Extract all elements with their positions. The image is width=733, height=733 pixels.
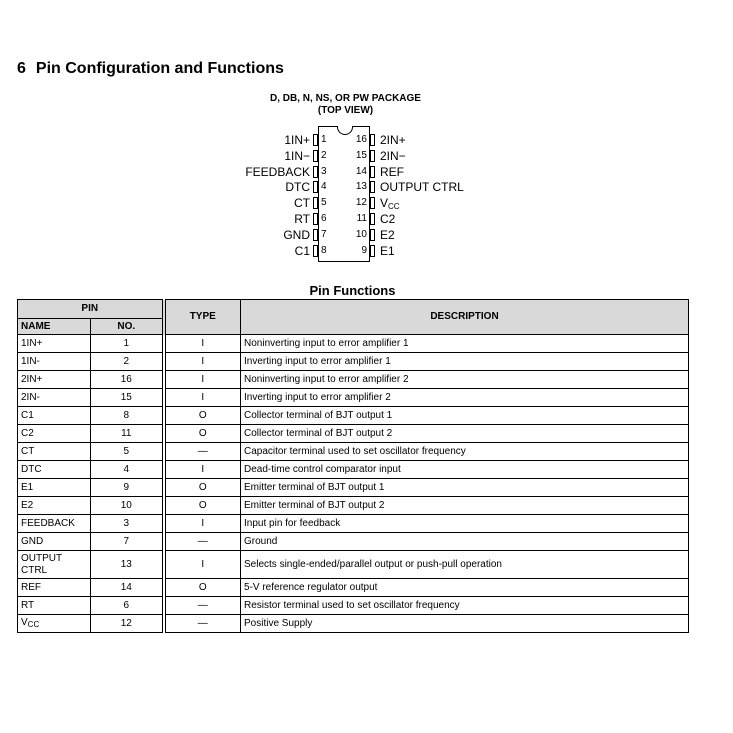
pin-label bbox=[380, 245, 395, 257]
pin-description-cell: Positive Supply bbox=[241, 615, 689, 633]
pin-label-text: V bbox=[380, 196, 389, 211]
table-row bbox=[18, 461, 689, 479]
pin-lead bbox=[313, 197, 318, 209]
table-row bbox=[18, 407, 689, 425]
pin-lead bbox=[370, 229, 375, 241]
pin-number: 13 bbox=[355, 181, 367, 193]
pin-label bbox=[380, 134, 406, 146]
pin-number-cell: 8 bbox=[91, 407, 164, 425]
pin-number-cell: 14 bbox=[91, 579, 164, 597]
pin-type-cell: I bbox=[164, 371, 241, 389]
section-number: 6 bbox=[17, 60, 26, 77]
package-view-label: (TOP VIEW) bbox=[317, 105, 374, 116]
pin-description-cell: Input pin for feedback bbox=[241, 515, 689, 533]
pin-number: 1 bbox=[321, 134, 327, 145]
pin-description-cell: 5-V reference regulator output bbox=[241, 579, 689, 597]
pin-number-cell: 2 bbox=[91, 353, 164, 371]
table-row bbox=[18, 425, 689, 443]
table-row bbox=[18, 551, 689, 579]
pin-label: RT bbox=[294, 212, 310, 226]
pin-number: 4 bbox=[321, 181, 327, 193]
pin-lead bbox=[313, 229, 318, 241]
pin-name-cell: 1IN+ bbox=[18, 335, 91, 353]
pin-number: 9 bbox=[361, 244, 367, 256]
pin-number: 8 bbox=[321, 244, 327, 256]
pin-description-cell: Selects single-ended/parallel output or push-pull operation bbox=[241, 551, 689, 579]
pin-type-cell: — bbox=[164, 597, 241, 615]
pin-label bbox=[380, 229, 395, 241]
pin-number-cell: 15 bbox=[91, 389, 164, 407]
pin-number-cell: 4 bbox=[91, 461, 164, 479]
pin-name-cell: C2 bbox=[18, 425, 91, 443]
section-title bbox=[17, 60, 284, 78]
pin-name-subscript: CC bbox=[27, 619, 40, 629]
pin-label-text: 2IN+ bbox=[380, 133, 406, 147]
pin-description-cell: Emitter terminal of BJT output 1 bbox=[241, 479, 689, 497]
pin-description-cell: Inverting input to error amplifier 1 bbox=[241, 353, 689, 371]
pin-header: PIN bbox=[18, 300, 164, 319]
table-row bbox=[18, 497, 689, 515]
pin-number: 16 bbox=[355, 134, 367, 145]
pin-label-text: C2 bbox=[380, 212, 396, 226]
pin-number-cell: 1 bbox=[91, 335, 164, 353]
pin-label: GND bbox=[283, 227, 310, 242]
pin-type-cell: O bbox=[164, 479, 241, 497]
pin-label bbox=[380, 213, 395, 225]
pin-number-cell: 3 bbox=[91, 515, 164, 533]
table-row bbox=[18, 579, 689, 597]
pin-name-cell: E2 bbox=[18, 497, 91, 515]
pin-lead bbox=[370, 134, 375, 146]
table-row bbox=[18, 371, 689, 389]
pin-name-cell: FEEDBACK bbox=[18, 515, 91, 533]
pin-lead bbox=[370, 213, 375, 225]
table-row bbox=[18, 479, 689, 497]
table-caption: Pin Functions bbox=[309, 283, 396, 298]
pin-number: 14 bbox=[355, 165, 367, 177]
ic-body bbox=[318, 126, 370, 262]
table-row bbox=[18, 443, 689, 461]
pin-number: 3 bbox=[321, 165, 327, 177]
pin-name-cell: CT bbox=[18, 443, 91, 461]
pin-lead bbox=[370, 150, 375, 162]
table-row bbox=[18, 533, 689, 551]
pin-label: 1IN+ bbox=[284, 133, 310, 147]
pin-label bbox=[380, 166, 404, 178]
pin-lead bbox=[313, 166, 318, 178]
no-header: NO. bbox=[91, 319, 164, 335]
pin-number: 5 bbox=[321, 197, 327, 209]
table-row bbox=[18, 515, 689, 533]
pin-number: 15 bbox=[355, 149, 367, 161]
pin-lead bbox=[313, 213, 318, 225]
pin-type-cell: O bbox=[164, 425, 241, 443]
pin-name-cell: RT bbox=[18, 597, 91, 615]
pin-label: CT bbox=[294, 196, 310, 211]
pin-name-cell: 1IN- bbox=[18, 353, 91, 371]
pin-description-cell: Resistor terminal used to set oscillator frequency bbox=[241, 597, 689, 615]
table-row bbox=[18, 597, 689, 615]
pin-name-cell: DTC bbox=[18, 461, 91, 479]
pin-description-cell: Ground bbox=[241, 533, 689, 551]
pin-description-cell: Emitter terminal of BJT output 2 bbox=[241, 497, 689, 515]
pin-type-cell: I bbox=[164, 335, 241, 353]
pin-lead bbox=[313, 245, 318, 257]
pin-name-cell: E1 bbox=[18, 479, 91, 497]
pin-type-cell: I bbox=[164, 353, 241, 371]
pin-type-cell: I bbox=[164, 461, 241, 479]
pin-type-cell: — bbox=[164, 533, 241, 551]
pin-type-cell: I bbox=[164, 515, 241, 533]
pin-type-cell: — bbox=[164, 443, 241, 461]
pin-label-text: OUTPUT CTRL bbox=[380, 180, 464, 195]
pin-number-cell: 5 bbox=[91, 443, 164, 461]
pin-label-subscript: CC bbox=[388, 202, 400, 212]
pin-number-cell: 9 bbox=[91, 479, 164, 497]
pin-type-cell: O bbox=[164, 407, 241, 425]
pin-number: 2 bbox=[321, 149, 327, 161]
pin-lead bbox=[370, 166, 375, 178]
pin-label: FEEDBACK bbox=[245, 164, 310, 179]
pin-label-text: E2 bbox=[380, 227, 395, 242]
pin-number-cell: 6 bbox=[91, 597, 164, 615]
pin-label bbox=[380, 150, 406, 162]
type-header: TYPE bbox=[164, 300, 241, 335]
pin-label-text: E1 bbox=[380, 243, 395, 258]
package-title: D, DB, N, NS, OR PW PACKAGE bbox=[270, 93, 421, 104]
pin-lead bbox=[370, 181, 375, 193]
pin-description-cell: Dead-time control comparator input bbox=[241, 461, 689, 479]
pin-description-cell: Noninverting input to error amplifier 2 bbox=[241, 371, 689, 389]
pin-lead bbox=[370, 197, 375, 209]
pin-type-cell: I bbox=[164, 389, 241, 407]
pin-label: C1 bbox=[294, 243, 310, 258]
pin-name-cell: 2IN+ bbox=[18, 371, 91, 389]
pin-name-cell: GND bbox=[18, 533, 91, 551]
table-row bbox=[18, 389, 689, 407]
pin-type-cell: O bbox=[164, 579, 241, 597]
pin-number-cell: 12 bbox=[91, 615, 164, 633]
pin-type-cell: O bbox=[164, 497, 241, 515]
pin-description-cell: Capacitor terminal used to set oscillator frequency bbox=[241, 443, 689, 461]
pin-name-cell: REF bbox=[18, 579, 91, 597]
pin-label bbox=[380, 181, 464, 193]
pin-label: 1IN− bbox=[284, 148, 310, 163]
pin-name-cell: C1 bbox=[18, 407, 91, 425]
section-title-text: Pin Configuration and Functions bbox=[35, 60, 284, 77]
pin-name-cell bbox=[18, 615, 91, 633]
pin-type-cell: I bbox=[164, 551, 241, 579]
pin-name-text: V bbox=[21, 616, 28, 628]
pin-label bbox=[380, 197, 400, 213]
pin-description-cell: Collector terminal of BJT output 2 bbox=[241, 425, 689, 443]
name-header: NAME bbox=[18, 319, 91, 335]
pin-label-text: REF bbox=[380, 164, 404, 179]
pin-number-cell: 7 bbox=[91, 533, 164, 551]
pin-functions-table bbox=[17, 299, 689, 633]
pin-description-cell: Collector terminal of BJT output 1 bbox=[241, 407, 689, 425]
pin-name-cell: OUTPUT CTRL bbox=[18, 551, 91, 579]
description-header: DESCRIPTION bbox=[241, 300, 689, 335]
pin-lead bbox=[313, 150, 318, 162]
pin-number-cell: 16 bbox=[91, 371, 164, 389]
pin-number-cell: 10 bbox=[91, 497, 164, 515]
pin-lead bbox=[313, 181, 318, 193]
pin-label-text: 2IN− bbox=[380, 148, 406, 163]
pin-number: 7 bbox=[321, 228, 327, 240]
pin-number: 10 bbox=[355, 228, 367, 240]
pin-number: 12 bbox=[355, 197, 367, 209]
table-row bbox=[18, 335, 689, 353]
pin-number-cell: 13 bbox=[91, 551, 164, 579]
pin-number-cell: 11 bbox=[91, 425, 164, 443]
pin-type-cell: — bbox=[164, 615, 241, 633]
pin-description-cell: Inverting input to error amplifier 2 bbox=[241, 389, 689, 407]
pin-number: 11 bbox=[356, 213, 367, 224]
pin-lead bbox=[370, 245, 375, 257]
table-row bbox=[18, 353, 689, 371]
pin-description-cell: Noninverting input to error amplifier 1 bbox=[241, 335, 689, 353]
pin-label: DTC bbox=[285, 180, 310, 195]
pin-number: 6 bbox=[321, 213, 327, 224]
pin-name-cell: 2IN- bbox=[18, 389, 91, 407]
table-row bbox=[18, 615, 689, 633]
pin-lead bbox=[313, 134, 318, 146]
